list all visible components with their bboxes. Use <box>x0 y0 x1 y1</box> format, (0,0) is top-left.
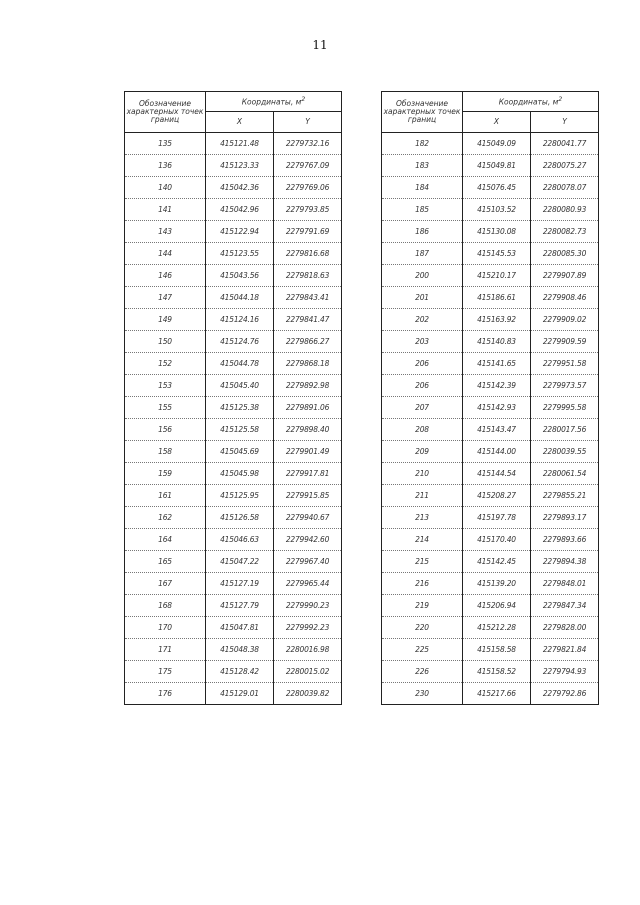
table-row <box>382 353 599 375</box>
x-coordinate-cell: 415158.52 <box>463 661 531 683</box>
point-id-cell: 176 <box>125 683 206 705</box>
coordinates-header-superscript: 2 <box>558 96 563 104</box>
table-row <box>382 529 599 551</box>
table-row <box>125 309 342 331</box>
point-id-cell: 147 <box>125 287 206 309</box>
point-id-cell: 211 <box>382 485 463 507</box>
x-coordinate-cell: 415045.69 <box>206 441 274 463</box>
point-id-cell: 214 <box>382 529 463 551</box>
x-coordinate-cell: 415197.78 <box>463 507 531 529</box>
coordinates-table-right <box>381 91 599 705</box>
y-coordinate-cell: 2279908.46 <box>531 287 599 309</box>
point-id-cell: 165 <box>125 551 206 573</box>
table-row <box>382 221 599 243</box>
table-row <box>125 221 342 243</box>
point-id-cell: 185 <box>382 199 463 221</box>
x-coordinate-cell: 415124.16 <box>206 309 274 331</box>
y-coordinate-cell: 2279940.67 <box>274 507 342 529</box>
point-id-cell: 168 <box>125 595 206 617</box>
x-coordinate-cell: 415144.54 <box>463 463 531 485</box>
y-coordinate-cell: 2279892.98 <box>274 375 342 397</box>
x-coordinate-cell: 415103.52 <box>463 199 531 221</box>
point-id-cell: 175 <box>125 661 206 683</box>
y-coordinate-cell: 2279965.44 <box>274 573 342 595</box>
point-id-cell: 135 <box>125 133 206 155</box>
table-row <box>382 287 599 309</box>
point-id-cell: 200 <box>382 265 463 287</box>
y-coordinate-cell: 2279893.66 <box>531 529 599 551</box>
point-id-cell: 206 <box>382 375 463 397</box>
coordinates-header <box>206 92 342 112</box>
table-row <box>125 331 342 353</box>
coordinates-header-label: Координаты, м <box>241 97 302 107</box>
y-column-header: Y <box>531 112 599 133</box>
table-row <box>125 529 342 551</box>
y-coordinate-cell: 2279792.86 <box>531 683 599 705</box>
table-row <box>125 133 342 155</box>
table-row <box>382 441 599 463</box>
y-coordinate-cell: 2279992.23 <box>274 617 342 639</box>
point-id-cell: 215 <box>382 551 463 573</box>
y-coordinate-cell: 2280085.30 <box>531 243 599 265</box>
point-id-cell: 207 <box>382 397 463 419</box>
y-coordinate-cell: 2280080.93 <box>531 199 599 221</box>
y-coordinate-cell: 2279843.41 <box>274 287 342 309</box>
point-id-cell: 143 <box>125 221 206 243</box>
x-coordinate-cell: 415047.22 <box>206 551 274 573</box>
point-id-cell: 159 <box>125 463 206 485</box>
x-coordinate-cell: 415044.18 <box>206 287 274 309</box>
table-row <box>382 133 599 155</box>
y-coordinate-cell: 2279732.16 <box>274 133 342 155</box>
y-coordinate-cell: 2279767.09 <box>274 155 342 177</box>
y-coordinate-cell: 2279818.63 <box>274 265 342 287</box>
x-coordinate-cell: 415144.00 <box>463 441 531 463</box>
y-coordinate-cell: 2279847.34 <box>531 595 599 617</box>
x-coordinate-cell: 415043.56 <box>206 265 274 287</box>
point-id-cell: 184 <box>382 177 463 199</box>
table-row <box>125 441 342 463</box>
table-row <box>382 639 599 661</box>
x-coordinate-cell: 415127.19 <box>206 573 274 595</box>
table-row <box>382 397 599 419</box>
point-id-cell: 187 <box>382 243 463 265</box>
x-coordinate-cell: 415212.28 <box>463 617 531 639</box>
y-coordinate-cell: 2279901.49 <box>274 441 342 463</box>
y-coordinate-cell: 2279828.00 <box>531 617 599 639</box>
x-coordinate-cell: 415044.78 <box>206 353 274 375</box>
x-coordinate-cell: 415125.38 <box>206 397 274 419</box>
coordinates-table-left <box>124 91 342 705</box>
y-coordinate-cell: 2279821.84 <box>531 639 599 661</box>
page-number: 11 <box>312 38 328 52</box>
x-column-header: X <box>206 112 274 133</box>
y-coordinate-cell: 2279894.38 <box>531 551 599 573</box>
table-row <box>382 155 599 177</box>
x-coordinate-cell: 415139.20 <box>463 573 531 595</box>
x-coordinate-cell: 415046.63 <box>206 529 274 551</box>
point-id-cell: 146 <box>125 265 206 287</box>
table-row <box>125 507 342 529</box>
table-row <box>125 265 342 287</box>
table-row <box>382 243 599 265</box>
y-coordinate-cell: 2280075.27 <box>531 155 599 177</box>
x-coordinate-cell: 415170.40 <box>463 529 531 551</box>
x-coordinate-cell: 415217.66 <box>463 683 531 705</box>
point-id-cell: 158 <box>125 441 206 463</box>
y-coordinate-cell: 2279967.40 <box>274 551 342 573</box>
x-coordinate-cell: 415142.45 <box>463 551 531 573</box>
y-coordinate-cell: 2279794.93 <box>531 661 599 683</box>
table-row <box>382 419 599 441</box>
y-coordinate-cell: 2280041.77 <box>531 133 599 155</box>
x-coordinate-cell: 415208.27 <box>463 485 531 507</box>
point-id-cell: 167 <box>125 573 206 595</box>
x-coordinate-cell: 415121.48 <box>206 133 274 155</box>
point-id-cell: 164 <box>125 529 206 551</box>
table-row <box>125 155 342 177</box>
y-coordinate-cell: 2279995.58 <box>531 397 599 419</box>
table-row <box>125 397 342 419</box>
point-designation-header: Обозначение характерных точек границ <box>125 92 206 133</box>
point-id-cell: 136 <box>125 155 206 177</box>
y-coordinate-cell: 2279915.85 <box>274 485 342 507</box>
point-id-cell: 206 <box>382 353 463 375</box>
x-coordinate-cell: 415186.61 <box>463 287 531 309</box>
x-coordinate-cell: 415045.40 <box>206 375 274 397</box>
table-row <box>382 331 599 353</box>
y-coordinate-cell: 2280078.07 <box>531 177 599 199</box>
x-coordinate-cell: 415128.42 <box>206 661 274 683</box>
y-coordinate-cell: 2279868.18 <box>274 353 342 375</box>
table-row <box>125 485 342 507</box>
table-row <box>125 287 342 309</box>
y-coordinate-cell: 2280016.98 <box>274 639 342 661</box>
x-coordinate-cell: 415145.53 <box>463 243 531 265</box>
point-id-cell: 182 <box>382 133 463 155</box>
y-coordinate-cell: 2280039.82 <box>274 683 342 705</box>
coordinates-header <box>463 92 599 112</box>
x-coordinate-cell: 415130.08 <box>463 221 531 243</box>
point-id-cell: 155 <box>125 397 206 419</box>
y-coordinate-cell: 2279866.27 <box>274 331 342 353</box>
point-id-cell: 162 <box>125 507 206 529</box>
table-row <box>382 199 599 221</box>
y-coordinate-cell: 2279973.57 <box>531 375 599 397</box>
table-row <box>382 683 599 705</box>
table-row <box>125 595 342 617</box>
point-id-cell: 186 <box>382 221 463 243</box>
point-id-cell: 156 <box>125 419 206 441</box>
y-coordinate-cell: 2279793.85 <box>274 199 342 221</box>
point-id-cell: 201 <box>382 287 463 309</box>
point-id-cell: 150 <box>125 331 206 353</box>
y-coordinate-cell: 2279909.02 <box>531 309 599 331</box>
y-coordinate-cell: 2279898.40 <box>274 419 342 441</box>
x-coordinate-cell: 415123.33 <box>206 155 274 177</box>
y-coordinate-cell: 2280039.55 <box>531 441 599 463</box>
x-coordinate-cell: 415049.81 <box>463 155 531 177</box>
coordinates-header-superscript: 2 <box>301 96 306 104</box>
x-coordinate-cell: 415206.94 <box>463 595 531 617</box>
point-id-cell: 219 <box>382 595 463 617</box>
table-row <box>382 485 599 507</box>
point-id-cell: 141 <box>125 199 206 221</box>
y-coordinate-cell: 2280082.73 <box>531 221 599 243</box>
x-coordinate-cell: 415045.98 <box>206 463 274 485</box>
table-row <box>125 463 342 485</box>
y-coordinate-cell: 2280015.02 <box>274 661 342 683</box>
y-coordinate-cell: 2279909.59 <box>531 331 599 353</box>
x-coordinate-cell: 415042.96 <box>206 199 274 221</box>
x-coordinate-cell: 415122.94 <box>206 221 274 243</box>
y-column-header: Y <box>274 112 342 133</box>
y-coordinate-cell: 2279893.17 <box>531 507 599 529</box>
x-coordinate-cell: 415047.81 <box>206 617 274 639</box>
table-row <box>125 199 342 221</box>
y-coordinate-cell: 2279951.58 <box>531 353 599 375</box>
x-coordinate-cell: 415129.01 <box>206 683 274 705</box>
point-id-cell: 161 <box>125 485 206 507</box>
x-coordinate-cell: 415141.65 <box>463 353 531 375</box>
x-coordinate-cell: 415210.17 <box>463 265 531 287</box>
point-id-cell: 210 <box>382 463 463 485</box>
y-coordinate-cell: 2279917.81 <box>274 463 342 485</box>
x-coordinate-cell: 415124.76 <box>206 331 274 353</box>
table-row <box>125 419 342 441</box>
x-coordinate-cell: 415127.79 <box>206 595 274 617</box>
y-coordinate-cell: 2279848.01 <box>531 573 599 595</box>
point-id-cell: 152 <box>125 353 206 375</box>
table-row <box>125 551 342 573</box>
x-column-header: X <box>463 112 531 133</box>
x-coordinate-cell: 415125.58 <box>206 419 274 441</box>
y-coordinate-cell: 2279855.21 <box>531 485 599 507</box>
x-coordinate-cell: 415143.47 <box>463 419 531 441</box>
point-id-cell: 140 <box>125 177 206 199</box>
x-coordinate-cell: 415142.39 <box>463 375 531 397</box>
table-body <box>125 133 342 705</box>
table-row <box>382 265 599 287</box>
y-coordinate-cell: 2280017.56 <box>531 419 599 441</box>
table-row <box>382 617 599 639</box>
table-row <box>382 551 599 573</box>
table-row <box>125 353 342 375</box>
table-row <box>382 595 599 617</box>
table-row <box>125 661 342 683</box>
table-row <box>125 177 342 199</box>
y-coordinate-cell: 2279907.89 <box>531 265 599 287</box>
x-coordinate-cell: 415140.83 <box>463 331 531 353</box>
point-id-cell: 226 <box>382 661 463 683</box>
table-row <box>125 617 342 639</box>
point-id-cell: 230 <box>382 683 463 705</box>
x-coordinate-cell: 415048.38 <box>206 639 274 661</box>
table-row <box>125 375 342 397</box>
x-coordinate-cell: 415049.09 <box>463 133 531 155</box>
x-coordinate-cell: 415158.58 <box>463 639 531 661</box>
point-id-cell: 144 <box>125 243 206 265</box>
table-row <box>382 375 599 397</box>
point-id-cell: 170 <box>125 617 206 639</box>
y-coordinate-cell: 2279791.69 <box>274 221 342 243</box>
table-row <box>382 507 599 529</box>
y-coordinate-cell: 2279990.23 <box>274 595 342 617</box>
y-coordinate-cell: 2279769.06 <box>274 177 342 199</box>
x-coordinate-cell: 415142.93 <box>463 397 531 419</box>
point-id-cell: 153 <box>125 375 206 397</box>
point-id-cell: 171 <box>125 639 206 661</box>
y-coordinate-cell: 2280061.54 <box>531 463 599 485</box>
x-coordinate-cell: 415123.55 <box>206 243 274 265</box>
y-coordinate-cell: 2279891.06 <box>274 397 342 419</box>
point-id-cell: 149 <box>125 309 206 331</box>
x-coordinate-cell: 415163.92 <box>463 309 531 331</box>
point-id-cell: 209 <box>382 441 463 463</box>
x-coordinate-cell: 415125.95 <box>206 485 274 507</box>
x-coordinate-cell: 415126.58 <box>206 507 274 529</box>
point-id-cell: 216 <box>382 573 463 595</box>
point-id-cell: 213 <box>382 507 463 529</box>
point-designation-header: Обозначение характерных точек границ <box>382 92 463 133</box>
table-row <box>382 177 599 199</box>
table-row <box>125 243 342 265</box>
x-coordinate-cell: 415076.45 <box>463 177 531 199</box>
point-id-cell: 208 <box>382 419 463 441</box>
coordinates-header-label: Координаты, м <box>498 97 559 107</box>
table-row <box>382 463 599 485</box>
table-row <box>125 639 342 661</box>
table-row <box>382 661 599 683</box>
y-coordinate-cell: 2279942.60 <box>274 529 342 551</box>
point-id-cell: 225 <box>382 639 463 661</box>
table-row <box>125 573 342 595</box>
y-coordinate-cell: 2279816.68 <box>274 243 342 265</box>
point-id-cell: 203 <box>382 331 463 353</box>
point-id-cell: 220 <box>382 617 463 639</box>
point-id-cell: 202 <box>382 309 463 331</box>
point-id-cell: 183 <box>382 155 463 177</box>
table-row <box>382 309 599 331</box>
y-coordinate-cell: 2279841.47 <box>274 309 342 331</box>
table-body <box>382 133 599 705</box>
table-row <box>125 683 342 705</box>
table-row <box>382 573 599 595</box>
x-coordinate-cell: 415042.36 <box>206 177 274 199</box>
